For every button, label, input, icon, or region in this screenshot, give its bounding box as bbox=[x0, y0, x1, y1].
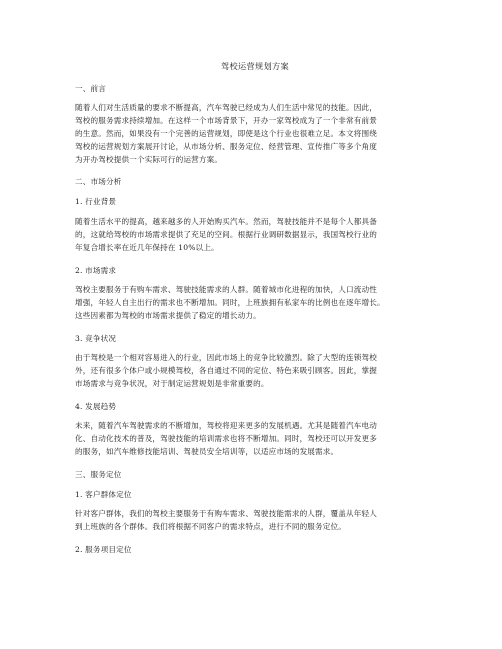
text-line: 未来，随着汽车驾驶需求的不断增加，驾校将迎来更多的发展机遇。尤其是随着汽车电动 bbox=[75, 421, 378, 430]
text-line: 2. 服务项目定位 bbox=[75, 545, 132, 554]
text-line: 的服务，如汽车维修技能培训、驾驶员安全培训等，以适应市场的发展需求。 bbox=[75, 447, 339, 456]
text-line: 年复合增长率在近几年保持在 10%以上。 bbox=[75, 243, 219, 252]
text-line: 随着人们对生活质量的要求不断提高，汽车驾驶已经成为人们生活中常见的技能。因此， bbox=[75, 103, 378, 112]
text-line: 4. 发展趋势 bbox=[75, 402, 117, 411]
text-line: 这些因素都为驾校的市场需求提供了稳定的增长动力。 bbox=[75, 311, 261, 320]
text-line: 一、前言 bbox=[75, 84, 106, 93]
text-line: 增强，年轻人自主出行的需求也不断增加。同时，上班族拥有私家车的比例也在逐年增长。 bbox=[75, 298, 385, 307]
text-line: 针对客户群体，我们的驾校主要服务于有购车需求、驾驶技能需求的人群，覆盖从年轻人 bbox=[75, 509, 378, 518]
text-line: 三、服务定位 bbox=[75, 470, 122, 479]
text-line: 2. 市场需求 bbox=[75, 266, 117, 275]
text-line: 的生意。然而，如果没有一个完善的运营规划，即使是这个行业也很难立足。本文将围绕 bbox=[75, 129, 378, 138]
text-line: 3. 竞争状况 bbox=[75, 334, 117, 343]
text-line: 1. 行业背景 bbox=[75, 197, 117, 206]
text-line: 随着生活水平的提高，越来越多的人开始购买汽车。然而，驾驶技能并不是每个人都具备 bbox=[75, 217, 378, 226]
text-line: 化、自动化技术的普及，驾驶技能的培训需求也将不断增加。同时，驾校还可以开发更多 bbox=[75, 434, 378, 443]
text-line: 市场需求与竞争状况，对于制定运营规划是非常重要的。 bbox=[75, 379, 269, 388]
document-title: 驾校运营规划方案 bbox=[221, 61, 289, 71]
text-line: 驾校的运营规划方案展开讨论，从市场分析、服务定位、经营管理、宣传推广等多个角度 bbox=[75, 142, 378, 151]
text-line: 由于驾校是一个相对容易进入的行业，因此市场上的竞争比较激烈。除了大型的连锁驾校 bbox=[75, 353, 378, 362]
text-line: 驾校主要服务于有购车需求、驾驶技能需求的人群。随着城市化进程的加快，人口流动性 bbox=[75, 285, 378, 294]
text-line: 到上班族的各个群体。我们将根据不同客户的需求特点，进行不同的服务定位。 bbox=[75, 522, 347, 531]
text-line: 的，这就给驾校的市场需求提供了充足的空间。根据行业调研数据显示，我国驾校行业的 bbox=[75, 230, 378, 239]
text-line: 驾校的服务需求持续增加。在这样一个市场背景下，开办一家驾校成为了一个非常有前景 bbox=[75, 116, 378, 125]
text-line: 为开办驾校提供一个实际可行的运营方案。 bbox=[75, 155, 223, 164]
text-line: 二、市场分析 bbox=[75, 177, 122, 186]
text-line: 外，还有很多个体户或小规模驾校，各自通过不同的定位、特色来吸引顾客。因此，掌握 bbox=[75, 366, 378, 375]
text-line: 1. 客户群体定位 bbox=[75, 490, 132, 499]
